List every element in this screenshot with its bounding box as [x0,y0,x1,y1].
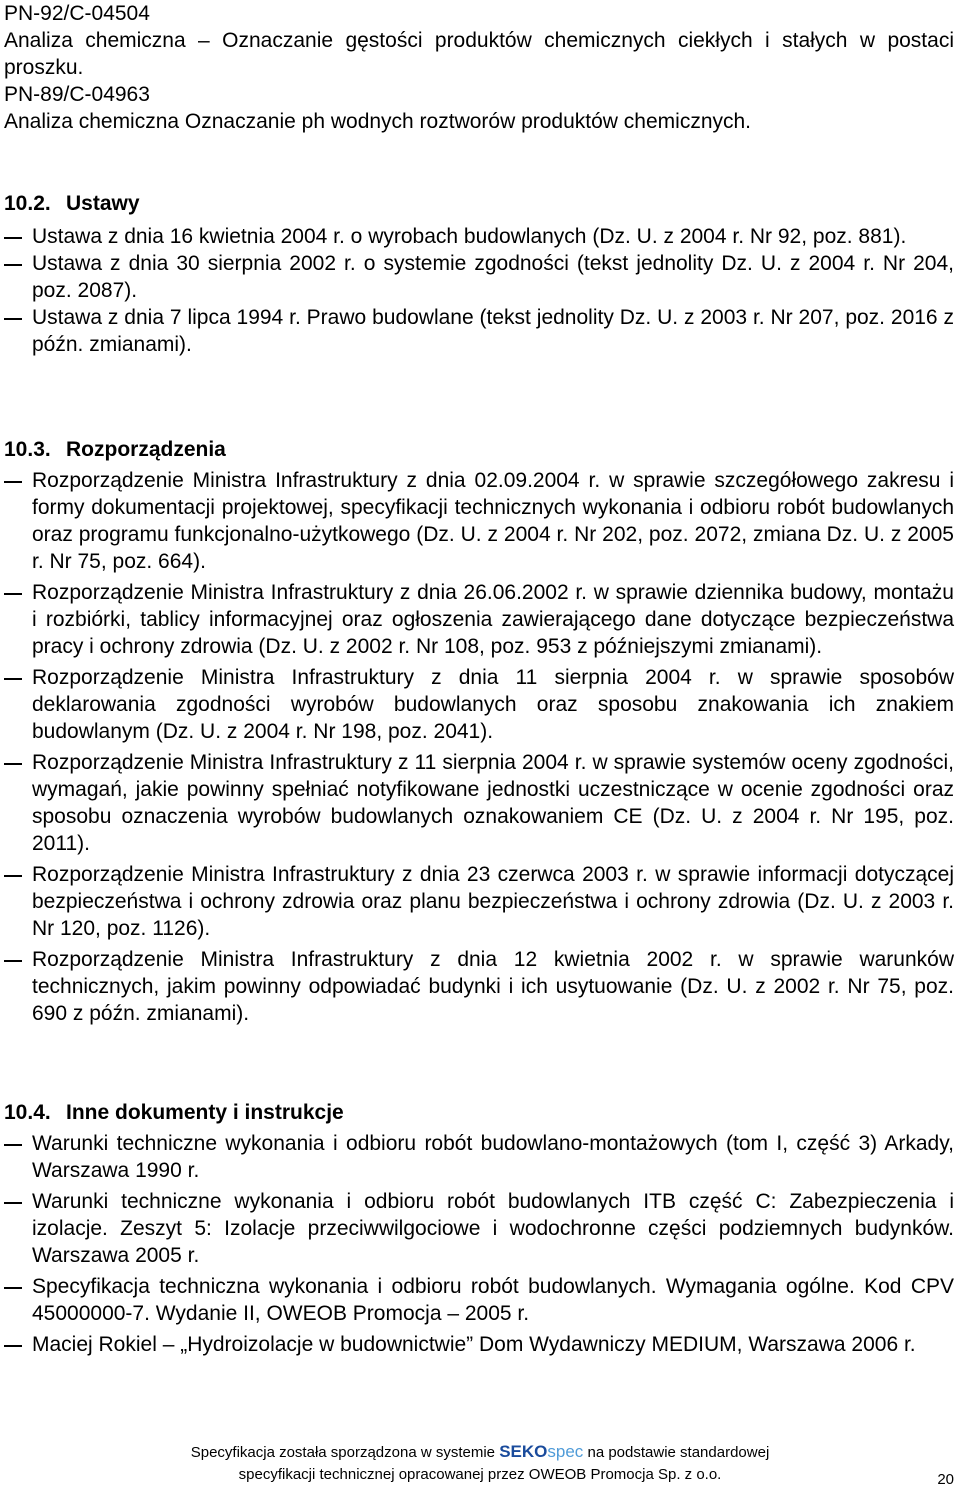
footer-text: na podstawie standardowej [587,1444,770,1461]
footer-text: Specyfikacja została sporządzona w systemie [190,1444,496,1461]
section-heading [4,190,954,217]
list-item: Specyfikacja techniczna wykonania i odbioru robót budowlanych. Wymagania ogólne. Kod CPV 45000000-7. Wydanie II, OWEOB Promocja – 2005 r. [4,1273,954,1327]
list-item: Warunki techniczne wykonania i odbioru robót budowlanych ITB część C: Zabezpieczenia i izolacje. Zeszyt 5: Izolacje przeciwwilgociowe i wodochronne części podziemnych budynków. Warszawa 2005 r. [4,1188,954,1269]
list-item: Rozporządzenie Ministra Infrastruktury z 11 sierpnia 2004 r. w sprawie systemów oceny zgodności, wymagań, jakie powinny spełniać notyfikowane jednostki uczestniczące w ocenie zgodności oraz sposobu oznaczenia wyrobów budowlanych oznakowaniem CE (Dz. U. z 2004 r. Nr 195, poz. 2011). [4,749,954,857]
sekospec-logo [499,1442,583,1461]
list-item: Rozporządzenie Ministra Infrastruktury z dnia 26.06.2002 r. w sprawie dziennika budowy, montażu i rozbiórki, tablicy informacyjnej oraz ogłoszenia zawierającego dane dotyczące bezpieczeństwa pracy i ochrony zdrowia (Dz. U. z 2002 r. Nr 108, poz. 953 z późniejszymi zmianami). [4,579,954,660]
section-inne-dokumenty [4,1099,954,1362]
list-item: Ustawa z dnia 30 sierpnia 2002 r. o systemie zgodności (tekst jednolity Dz. U. z 2004 r. Nr 204, poz. 2087). [4,250,954,304]
standard-title: Analiza chemiczna – Oznaczanie gęstości produktów chemicznych ciekłych i stałych w postaci proszku. [4,29,954,79]
list-item: Rozporządzenie Ministra Infrastruktury z dnia 12 kwietnia 2002 r. w sprawie warunków technicznych, jakim powinny odpowiadać budynki i ich usytuowanie (Dz. U. z 2002 r. Nr 75, poz. 690 z późn. zmianami). [4,946,954,1027]
section-number: 10.3. [4,438,51,461]
page-footer [0,1441,960,1486]
document-list [4,1130,954,1358]
section-title: Rozporządzenia [66,438,226,461]
standard-title: Analiza chemiczna Oznaczanie ph wodnych roztworów produktów chemicznych. [4,110,752,133]
standards-list [4,0,954,135]
section-heading [4,1099,954,1126]
section-ustawy [4,190,954,358]
section-number: 10.4. [4,1101,51,1124]
logo-seko-text: SEKO [499,1442,548,1461]
section-title: Ustawy [66,192,140,215]
standard-code: PN-89/C-04963 [4,83,150,106]
section-number: 10.2. [4,192,51,215]
list-item: Rozporządzenie Ministra Infrastruktury z dnia 11 sierpnia 2004 r. w sprawie sposobów deklarowania zgodności wyrobów budowlanych oraz sposobu znakowania ich znakiem budowlanym (Dz. U. z 2004 r. Nr 198, poz. 2041). [4,664,954,745]
page-number: 20 [937,1471,954,1488]
list-item: Warunki techniczne wykonania i odbioru robót budowlano-montażowych (tom I, część 3) Arkady, Warszawa 1990 r. [4,1130,954,1184]
footer-line-2: specyfikacji technicznej opracowanej przez OWEOB Promocja Sp. z o.o. [238,1466,722,1483]
list-item: Ustawa z dnia 16 kwietnia 2004 r. o wyrobach budowlanych (Dz. U. z 2004 r. Nr 92, poz. 881). [4,223,954,250]
standard-code: PN-92/C-04504 [4,2,150,25]
list-item: Ustawa z dnia 7 lipca 1994 r. Prawo budowlane (tekst jednolity Dz. U. z 2003 r. Nr 207, poz. 2016 z późn. zmianami). [4,304,954,358]
section-title: Inne dokumenty i instrukcje [66,1101,344,1124]
footer-line-1 [0,1441,960,1464]
logo-spec-text: spec [547,1442,584,1461]
list-item: Maciej Rokiel – „Hydroizolacje w budownictwie” Dom Wydawniczy MEDIUM, Warszawa 2006 r. [4,1331,954,1358]
regulation-list [4,467,954,1027]
list-item: Rozporządzenie Ministra Infrastruktury z dnia 02.09.2004 r. w sprawie szczegółowego zakresu i formy dokumentacji projektowej, specyfikacji technicznych wykonania i odbioru robót budowlanych oraz programu funkcjonalno-użytkowego (Dz. U. z 2004 r. Nr 202, poz. 2072, zmiana Dz. U. z 2005 r. Nr 75, poz. 664). [4,467,954,575]
law-list [4,223,954,358]
section-rozporzadzenia [4,436,954,1031]
section-heading [4,436,954,463]
list-item: Rozporządzenie Ministra Infrastruktury z dnia 23 czerwca 2003 r. w sprawie informacji dotyczącej bezpieczeństwa i ochrony zdrowia oraz planu bezpieczeństwa i ochrony zdrowia (Dz. U. z 2003 r. Nr 120, poz. 1126). [4,861,954,942]
